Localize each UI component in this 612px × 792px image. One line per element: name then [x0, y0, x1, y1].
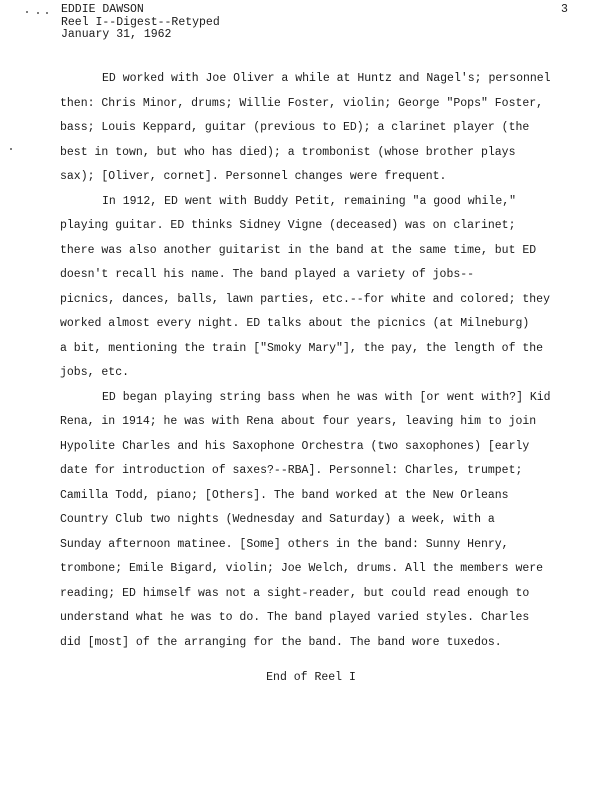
end-of-reel-text: End of Reel I [266, 671, 356, 684]
text-line: Hypolite Charles and his Saxophone Orchestra (two saxophones) [early [60, 439, 530, 453]
text-line: sax); [Oliver, cornet]. Personnel changes were frequent. [60, 170, 447, 183]
paragraph-petit [60, 190, 580, 386]
text-line: In 1912, ED went with Buddy Petit, remaining "a good while," [102, 194, 517, 208]
scan-speck [26, 11, 28, 13]
end-of-reel [0, 671, 612, 685]
text-line: bass; Louis Keppard, guitar (previous to ED); a clarinet player (the [60, 121, 530, 134]
paragraph-oliver [60, 67, 580, 190]
text-line: doesn't recall his name. The band played a variety of jobs-- [60, 268, 475, 281]
page-number: 3 [561, 3, 568, 16]
text-line: did [most] of the arranging for the band. The band wore tuxedos. [60, 635, 502, 649]
text-line: playing guitar. ED thinks Sidney Vigne (deceased) was on clarinet; [60, 219, 516, 232]
paragraph-rena [60, 386, 580, 656]
text-line: trombone; Emile Bigard, violin; Joe Welch, drums. All the members were [60, 562, 544, 575]
scan-speck [37, 12, 39, 14]
document-header [61, 4, 220, 42]
text-line: Sunday afternoon matinee. [Some] others in the band: Sunny Henry, [60, 537, 509, 551]
text-line: worked almost every night. ED talks about the picnics (at Milneburg) [60, 317, 530, 330]
header-name: EDDIE DAWSON [61, 3, 144, 16]
text-line: then: Chris Minor, drums; Willie Foster, violin; George "Pops" Foster, [60, 96, 544, 110]
text-line: a bit, mentioning the train ["Smoky Mary"], the pay, the length of the [60, 341, 544, 355]
text-line: ED worked with Joe Oliver a while at Huntz and Nagel's; personnel [102, 72, 551, 85]
text-line: Country Club two nights (Wednesday and Saturday) a week, with a [60, 513, 495, 526]
header-reel: Reel I--Digest--Retyped [61, 15, 220, 29]
scan-speck [46, 12, 48, 14]
scan-speck [10, 148, 12, 150]
document-body [60, 67, 580, 655]
text-line: jobs, etc. [60, 366, 130, 379]
text-line: reading; ED himself was not a sight-reader, but could read enough to [60, 586, 530, 600]
text-line: Camilla Todd, piano; [Others]. The band worked at the New Orleans [60, 488, 509, 502]
text-line: Rena, in 1914; he was with Rena about four years, leaving him to join [60, 415, 537, 428]
text-line: best in town, but who has died); a trombonist (whose brother plays [60, 145, 516, 159]
text-line: date for introduction of saxes?--RBA]. Personnel: Charles, trumpet; [60, 464, 523, 477]
text-line: understand what he was to do. The band played varied styles. Charles [60, 611, 530, 624]
text-line: picnics, dances, balls, lawn parties, etc.--for white and colored; they [60, 292, 550, 306]
text-line: ED began playing string bass when he was with [or went with?] Kid [102, 390, 551, 404]
header-date: January 31, 1962 [61, 28, 172, 41]
text-line: there was also another guitarist in the band at the same time, but ED [60, 243, 537, 257]
